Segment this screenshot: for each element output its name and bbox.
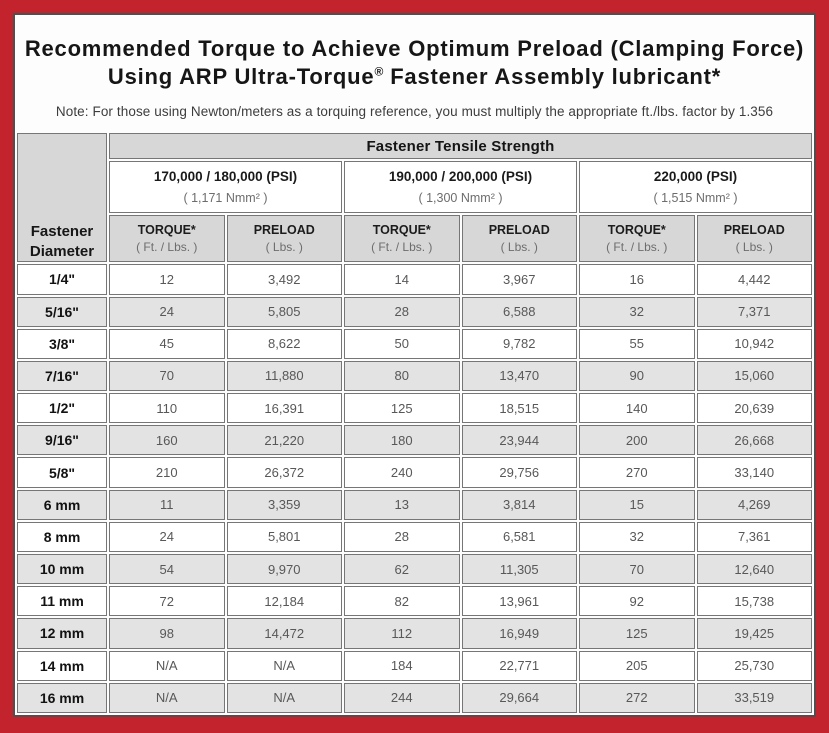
- torque-value-cell: 11: [109, 490, 225, 520]
- table-row: [17, 361, 812, 391]
- preload-value-cell: 22,771: [462, 651, 578, 681]
- psi-label: 220,000 (PSI): [653, 169, 738, 185]
- preload-value-cell: 16,949: [462, 618, 578, 648]
- page-title-line2: [23, 63, 806, 91]
- preload-value-cell: 3,492: [227, 264, 343, 294]
- torque-value-cell: 62: [344, 554, 460, 584]
- fastener-diameter-cell: 3/8": [17, 329, 107, 359]
- torque-label: TORQUE*: [372, 223, 431, 238]
- corner-header-fastener-diameter: Fastener Diameter: [17, 133, 107, 262]
- torque-value-cell: 140: [579, 393, 695, 423]
- preload-value-cell: 5,805: [227, 297, 343, 327]
- fastener-diameter-cell: 1/4": [17, 264, 107, 294]
- torque-value-cell: 28: [344, 297, 460, 327]
- page-title-line2-suffix: Fastener Assembly lubricant*: [383, 64, 722, 90]
- torque-value-cell: 55: [579, 329, 695, 359]
- preload-value-cell: 12,184: [227, 586, 343, 616]
- preload-value-cell: 21,220: [227, 425, 343, 455]
- preload-value-cell: 4,269: [697, 490, 813, 520]
- preload-value-cell: 13,961: [462, 586, 578, 616]
- fastener-diameter-cell: 12 mm: [17, 618, 107, 648]
- preload-value-cell: 3,814: [462, 490, 578, 520]
- fastener-diameter-cell: 10 mm: [17, 554, 107, 584]
- preload-value-cell: 6,581: [462, 522, 578, 552]
- torque-label: TORQUE*: [607, 223, 666, 238]
- torque-value-cell: 24: [109, 522, 225, 552]
- torque-column-header: [109, 215, 225, 262]
- preload-value-cell: 12,640: [697, 554, 813, 584]
- fastener-diameter-cell: 6 mm: [17, 490, 107, 520]
- torque-unit: ( Ft. / Lbs. ): [371, 240, 433, 255]
- torque-value-cell: 160: [109, 425, 225, 455]
- preload-value-cell: 11,880: [227, 361, 343, 391]
- preload-value-cell: 23,944: [462, 425, 578, 455]
- table-row: [17, 425, 812, 455]
- preload-value-cell: 8,622: [227, 329, 343, 359]
- header-row-subcolumns: [17, 215, 812, 262]
- preload-unit: ( Lbs. ): [500, 240, 538, 255]
- preload-label: PRELOAD: [253, 223, 315, 238]
- table-row: [17, 522, 812, 552]
- torque-value-cell: 125: [344, 393, 460, 423]
- preload-value-cell: 4,442: [697, 264, 813, 294]
- preload-value-cell: 11,305: [462, 554, 578, 584]
- table-row: [17, 586, 812, 616]
- table-row: [17, 490, 812, 520]
- preload-label: PRELOAD: [488, 223, 550, 238]
- torque-value-cell: 112: [344, 618, 460, 648]
- torque-value-cell: 80: [344, 361, 460, 391]
- fastener-diameter-cell: 1/2": [17, 393, 107, 423]
- preload-value-cell: 5,801: [227, 522, 343, 552]
- torque-value-cell: 13: [344, 490, 460, 520]
- nmm-label: ( 1,515 Nmm² ): [653, 191, 738, 206]
- preload-value-cell: 29,756: [462, 457, 578, 487]
- preload-value-cell: 3,967: [462, 264, 578, 294]
- torque-value-cell: 180: [344, 425, 460, 455]
- torque-value-cell: 28: [344, 522, 460, 552]
- preload-unit: ( Lbs. ): [735, 240, 773, 255]
- torque-value-cell: 32: [579, 522, 695, 552]
- torque-value-cell: 205: [579, 651, 695, 681]
- torque-value-cell: 90: [579, 361, 695, 391]
- preload-value-cell: 16,391: [227, 393, 343, 423]
- fastener-diameter-cell: 8 mm: [17, 522, 107, 552]
- torque-value-cell: 92: [579, 586, 695, 616]
- torque-value-cell: 210: [109, 457, 225, 487]
- torque-column-header: [344, 215, 460, 262]
- table-row: [17, 554, 812, 584]
- psi-label: 190,000 / 200,000 (PSI): [388, 169, 533, 185]
- table-row: [17, 651, 812, 681]
- main-header-tensile-strength: Fastener Tensile Strength: [109, 133, 812, 159]
- nmm-label: ( 1,171 Nmm² ): [183, 191, 268, 206]
- content-frame: [13, 13, 816, 717]
- title-block: [15, 15, 814, 131]
- torque-value-cell: 24: [109, 297, 225, 327]
- preload-value-cell: 10,942: [697, 329, 813, 359]
- psi-label: 170,000 / 180,000 (PSI): [153, 169, 298, 185]
- torque-value-cell: 244: [344, 683, 460, 713]
- strength-group-220: [579, 161, 812, 213]
- torque-value-cell: 70: [109, 361, 225, 391]
- torque-value-cell: N/A: [109, 651, 225, 681]
- fastener-diameter-cell: 7/16": [17, 361, 107, 391]
- preload-value-cell: 26,668: [697, 425, 813, 455]
- preload-value-cell: 14,472: [227, 618, 343, 648]
- preload-unit: ( Lbs. ): [265, 240, 303, 255]
- torque-value-cell: 200: [579, 425, 695, 455]
- preload-value-cell: 13,470: [462, 361, 578, 391]
- preload-value-cell: N/A: [227, 683, 343, 713]
- preload-value-cell: 6,588: [462, 297, 578, 327]
- torque-value-cell: 16: [579, 264, 695, 294]
- preload-label: PRELOAD: [723, 223, 785, 238]
- fastener-diameter-cell: 9/16": [17, 425, 107, 455]
- preload-value-cell: 18,515: [462, 393, 578, 423]
- table-row: [17, 618, 812, 648]
- torque-value-cell: 240: [344, 457, 460, 487]
- registered-trademark-symbol: ®: [374, 64, 384, 79]
- torque-unit: ( Ft. / Lbs. ): [136, 240, 198, 255]
- preload-value-cell: 25,730: [697, 651, 813, 681]
- torque-value-cell: 110: [109, 393, 225, 423]
- fastener-diameter-cell: 14 mm: [17, 651, 107, 681]
- preload-value-cell: 15,060: [697, 361, 813, 391]
- table-row: [17, 297, 812, 327]
- preload-value-cell: N/A: [227, 651, 343, 681]
- header-row-main: [17, 133, 812, 159]
- preload-column-header: [697, 215, 813, 262]
- page-title-line2-prefix: Using ARP Ultra-Torque: [107, 64, 375, 90]
- preload-value-cell: 15,738: [697, 586, 813, 616]
- table-row: [17, 457, 812, 487]
- torque-value-cell: 12: [109, 264, 225, 294]
- torque-value-cell: 54: [109, 554, 225, 584]
- header-row-strength-groups: [17, 161, 812, 213]
- torque-column-header: [579, 215, 695, 262]
- nmm-label: ( 1,300 Nmm² ): [418, 191, 503, 206]
- torque-value-cell: 45: [109, 329, 225, 359]
- strength-group-170-180: [109, 161, 342, 213]
- preload-value-cell: 7,361: [697, 522, 813, 552]
- preload-value-cell: 9,970: [227, 554, 343, 584]
- table-row: [17, 683, 812, 713]
- preload-value-cell: 20,639: [697, 393, 813, 423]
- torque-value-cell: 82: [344, 586, 460, 616]
- table-body: [17, 264, 812, 713]
- preload-value-cell: 33,140: [697, 457, 813, 487]
- torque-value-cell: 184: [344, 651, 460, 681]
- preload-column-header: [227, 215, 343, 262]
- preload-value-cell: 26,372: [227, 457, 343, 487]
- preload-value-cell: 3,359: [227, 490, 343, 520]
- fastener-diameter-cell: 5/16": [17, 297, 107, 327]
- torque-value-cell: 270: [579, 457, 695, 487]
- torque-value-cell: 272: [579, 683, 695, 713]
- torque-preload-table: [15, 131, 814, 715]
- strength-group-190-200: [344, 161, 577, 213]
- table-row: [17, 393, 812, 423]
- torque-value-cell: 32: [579, 297, 695, 327]
- torque-value-cell: 50: [344, 329, 460, 359]
- preload-value-cell: 29,664: [462, 683, 578, 713]
- fastener-diameter-cell: 16 mm: [17, 683, 107, 713]
- torque-value-cell: 70: [579, 554, 695, 584]
- fastener-diameter-cell: 11 mm: [17, 586, 107, 616]
- table-row: [17, 329, 812, 359]
- preload-value-cell: 33,519: [697, 683, 813, 713]
- torque-value-cell: N/A: [109, 683, 225, 713]
- preload-value-cell: 7,371: [697, 297, 813, 327]
- preload-value-cell: 19,425: [697, 618, 813, 648]
- torque-unit: ( Ft. / Lbs. ): [606, 240, 668, 255]
- table-row: [17, 264, 812, 294]
- torque-value-cell: 125: [579, 618, 695, 648]
- preload-column-header: [462, 215, 578, 262]
- torque-label: TORQUE*: [137, 223, 196, 238]
- torque-value-cell: 98: [109, 618, 225, 648]
- conversion-note: Note: For those using Newton/meters as a torquing reference, you must multiply the appropriate ft./lbs. factor by 1.356: [55, 104, 774, 120]
- fastener-diameter-cell: 5/8": [17, 457, 107, 487]
- torque-value-cell: 15: [579, 490, 695, 520]
- torque-value-cell: 14: [344, 264, 460, 294]
- torque-value-cell: 72: [109, 586, 225, 616]
- page-title-line1: Recommended Torque to Achieve Optimum Preload (Clamping Force): [24, 36, 805, 61]
- preload-value-cell: 9,782: [462, 329, 578, 359]
